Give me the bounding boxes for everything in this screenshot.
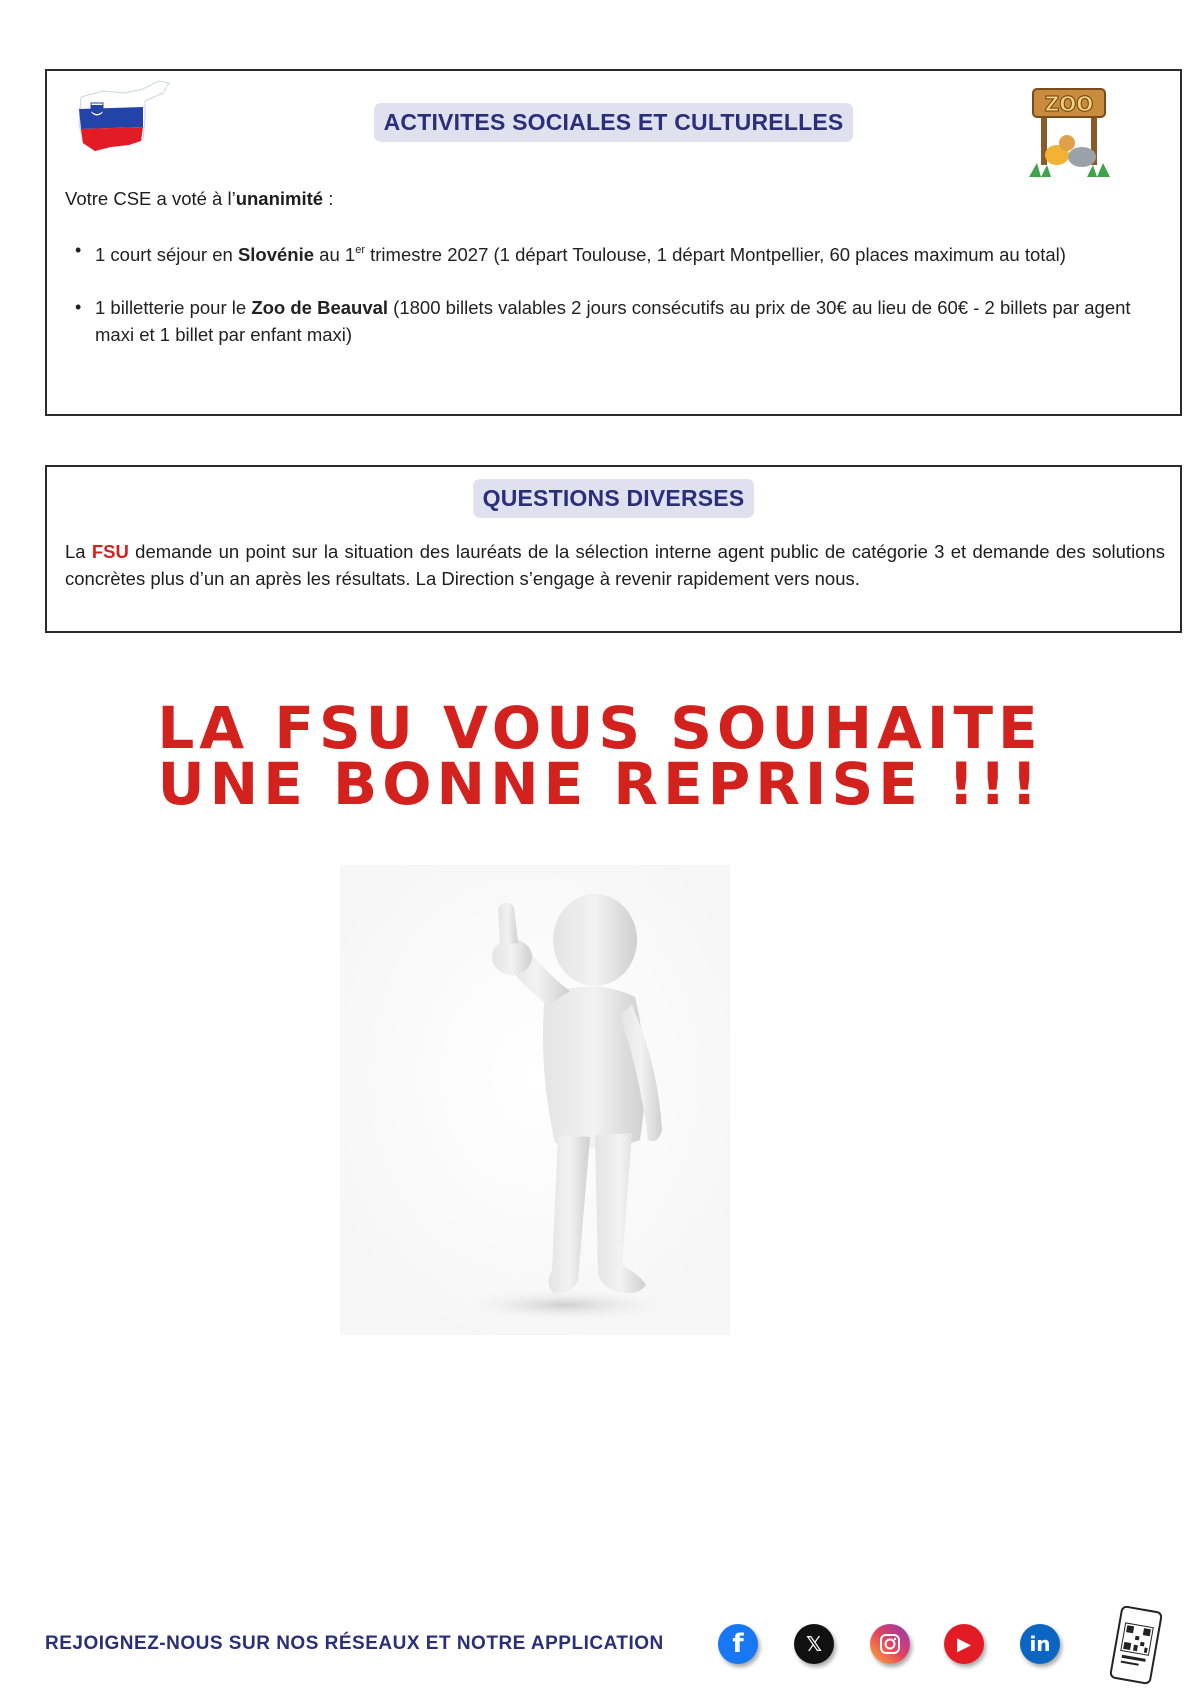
zoo-sign-icon — [1027, 85, 1112, 180]
x-icon[interactable]: 𝕏 — [794, 1624, 834, 1664]
list-item: • 1 billetterie pour le Zoo de Beauval (1800 billets valables 2 jours consécutifs au prix de 30€ au lieu de 60€ - 2 billets par agent maxi et 1 billet par enfant maxi) — [65, 294, 1165, 348]
facebook-icon[interactable]: f — [718, 1624, 758, 1664]
activites-section — [45, 69, 1182, 416]
thumbs-up-figure — [340, 865, 730, 1335]
section-title: QUESTIONS DIVERSES — [473, 479, 755, 518]
vote-intro: Votre CSE a voté à l’unanimité : — [65, 188, 334, 209]
youtube-icon[interactable]: ▶ — [944, 1624, 984, 1664]
questions-paragraph: La FSU demande un point sur la situation des lauréats de la sélection interne agent public de catégorie 3 et demande des solutions concrètes plus d’un an après les résultats. La Direction s’engage à revenir rapidement vers nous. — [65, 541, 1166, 589]
decision-list — [65, 237, 1165, 374]
slovenia-map-icon — [73, 79, 183, 159]
qr-phone-icon[interactable] — [1110, 1605, 1162, 1685]
list-item: • 1 court séjour en Slovénie au 1er trimestre 2027 (1 départ Toulouse, 1 départ Montpellier, 60 places maximum au total) — [65, 237, 1165, 268]
instagram-icon[interactable] — [870, 1624, 910, 1664]
headline-line-2: UNE BONNE REPRISE !!! — [157, 750, 1043, 818]
linkedin-icon[interactable]: in — [1020, 1624, 1060, 1664]
footer-cta: REJOIGNEZ-NOUS SUR NOS RÉSEAUX ET NOTRE APPLICATION — [45, 1633, 664, 1654]
headline-line-1: LA FSU VOUS SOUHAITE — [157, 694, 1043, 762]
section-title: ACTIVITES SOCIALES ET CULTURELLES — [374, 103, 854, 142]
questions-section — [45, 465, 1182, 633]
svg-text:ZOO: ZOO — [1044, 92, 1094, 116]
